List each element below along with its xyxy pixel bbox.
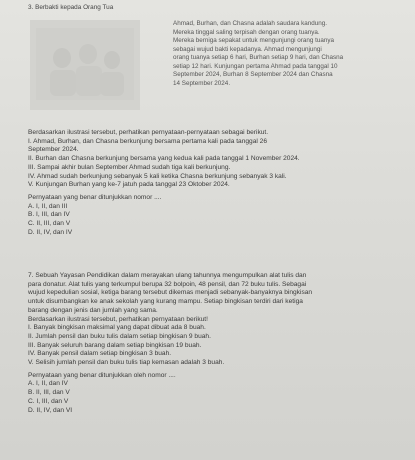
statement: I. Ahmad, Burhan, dan Chasna berkunjung bersama pertama kali pada tanggal 26 xyxy=(28,137,267,145)
statement: IV. Ahmad sudah berkunjung sebanyak 5 kali ketika Chasna berkunjung sebanyak 3 kali. xyxy=(28,172,287,180)
question-3-options xyxy=(28,203,408,238)
illustration-photo xyxy=(30,20,140,110)
story-line: 14 September 2024. xyxy=(173,79,231,87)
question-4-intro-line: 7. Sebuah Yayasan Pendidikan dalam merayakan ulang tahunnya mengumpulkan alat tulis dan xyxy=(28,272,307,279)
statement: II. Jumlah pensil dan buku tulis dalam setiap bingkisan 9 buah. xyxy=(28,332,211,340)
question-4-body xyxy=(28,272,408,415)
story-line: orang tuanya setiap 6 hari, Burhan setiap 9 hari, dan Chasna xyxy=(173,54,344,62)
question-3-story xyxy=(173,20,398,89)
story-line: Ahmad, Burhan, dan Chasna adalah saudara kandung. xyxy=(173,20,328,27)
option-a[interactable]: A. I, II, dan IV xyxy=(28,380,68,388)
option-c[interactable]: C. II, III, dan V xyxy=(28,220,71,228)
option-b[interactable]: B. I, III, dan IV xyxy=(28,211,70,219)
family-photo-graphic xyxy=(30,20,140,110)
question-4-options xyxy=(28,380,408,415)
statement: September 2024. xyxy=(28,146,79,154)
option-d[interactable]: D. II, IV, dan VI xyxy=(28,406,73,414)
story-line: Mereka berniga sepakat untuk mengunjungi orang tuanya xyxy=(173,37,335,45)
question-4-instruction: Berdasarkan ilustrasi tersebut, perhatikan pernyataan berikut! xyxy=(28,315,208,323)
statement: III. Sampai akhir bulan September Ahmad sudah tiga kali berkunjung. xyxy=(28,163,231,171)
statement: I. Banyak bingkisan maksimal yang dapat dibuat ada 8 buah. xyxy=(28,324,206,332)
story-line: sebagai wujud bakti kepadanya. Ahmad mengunjungi xyxy=(173,45,322,53)
question-4-intro-line: para donatur. Alat tulis yang terkumpul berupa 32 bolpoin, 48 pensil, dan 72 buku tulis. Sebagai xyxy=(28,280,307,288)
question-4-intro-line: wujud kepedulian sosial, ketiga barang tersebut dikemas menjadi sebanyak-banyaknya bingkisan xyxy=(28,289,313,297)
question-3-title: 3. Berbakti kepada Orang Tua xyxy=(28,4,114,11)
statement: V. Selisih jumlah pensil dan buku tulis tiap kemasan adalah 3 buah. xyxy=(28,359,225,367)
story-line: Mereka tinggal saling terpisah dengan orang tuanya. xyxy=(173,28,320,36)
statement: II. Burhan dan Chasna berkunjung bersama yang kedua kali pada tanggal 1 November 2024. xyxy=(28,155,300,163)
statement: III. Banyak seluruh barang dalam setiap bingkisan 19 buah. xyxy=(28,341,202,349)
story-line: September 2024, Burhan 8 September 2024 dan Chasna xyxy=(173,71,333,79)
option-c[interactable]: C. I, III, dan V xyxy=(28,397,69,405)
story-line: setiap 12 hari. Kunjungan pertama Ahmad pada tanggal 10 xyxy=(173,62,338,70)
question-4-intro-line: barang dengan jenis dan jumlah yang sama. xyxy=(28,306,158,314)
question-4-prompt: Pernyataan yang benar ditunjukkan oleh nomor .... xyxy=(28,371,176,379)
statement: V. Kunjungan Burhan yang ke-7 jatuh pada tanggal 23 Oktober 2024. xyxy=(28,181,230,189)
statement: IV. Banyak pensil dalam setiap bingkisan 3 buah. xyxy=(28,350,172,358)
question-4-intro-line: untuk disumbangkan ke anak sekolah yang kurang mampu. Setiap bingkisan terdiri dari ketiga xyxy=(28,298,303,306)
option-a[interactable]: A. I, II, dan III xyxy=(28,202,68,210)
question-3-instruction: Berdasarkan ilustrasi tersebut, perhatikan pernyataan-pernyataan sebagai berikut. xyxy=(28,129,269,136)
question-3-prompt: Pernyataan yang benar ditunjukkan nomor .... xyxy=(28,193,162,201)
option-d[interactable]: D. II, IV, dan IV xyxy=(28,228,73,236)
option-b[interactable]: B. II, III, dan V xyxy=(28,389,70,397)
question-3-body xyxy=(28,129,408,237)
